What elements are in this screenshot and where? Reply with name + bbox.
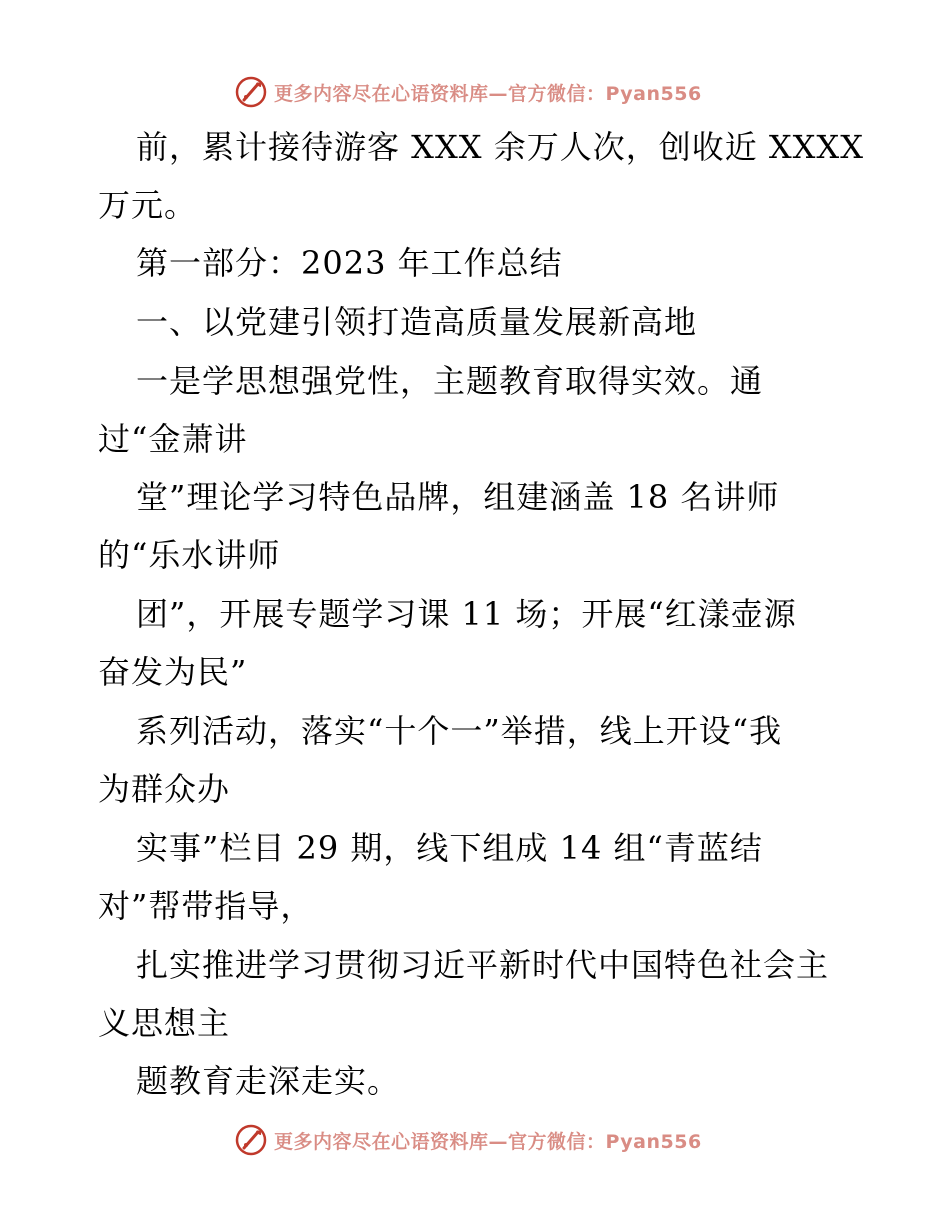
text-line: 实事”栏目 29 期，线下组成 14 组“青蓝结 (136, 829, 763, 867)
footer-banner-text: 更多内容尽在心语资料库—官方微信：Pyan556 (274, 1130, 702, 1153)
text-line: 的“乐水讲师 (98, 536, 281, 574)
text-line: 团”，开展专题学习课 11 场；开展“红漾壶源 (136, 595, 797, 633)
text-line: 前，累计接待游客 XXX 余万人次，创收近 XXXX (136, 128, 864, 166)
text-line: 系列活动，落实“十个一”举措，线上开设“我 (136, 712, 783, 750)
footer-watermark-banner (0, 1120, 950, 1160)
text-line: 义思想主 (98, 1004, 231, 1042)
text-line: 题教育走深走实。 (136, 1062, 401, 1100)
text-line: 堂”理论学习特色品牌，组建涵盖 18 名讲师 (136, 478, 780, 516)
header-banner-text: 更多内容尽在心语资料库—官方微信：Pyan556 (274, 82, 702, 105)
text-line: 对”帮带指导， (98, 887, 314, 925)
text-line: 扎实推进学习贯彻习近平新时代中国特色社会主 (136, 946, 830, 984)
text-line: 万元。 (98, 186, 198, 224)
text-line: 为群众办 (98, 770, 231, 808)
subsection-heading: 一、以党建引领打造高质量发展新高地 (136, 303, 698, 341)
text-line: 过“金萧讲 (98, 420, 248, 458)
text-line: 奋发为民” (98, 653, 248, 691)
section-heading: 第一部分：2023 年工作总结 (136, 244, 563, 282)
quill-pen-logo-icon (234, 1123, 268, 1157)
text-line: 一是学思想强党性，主题教育取得实效。通 (136, 362, 764, 400)
